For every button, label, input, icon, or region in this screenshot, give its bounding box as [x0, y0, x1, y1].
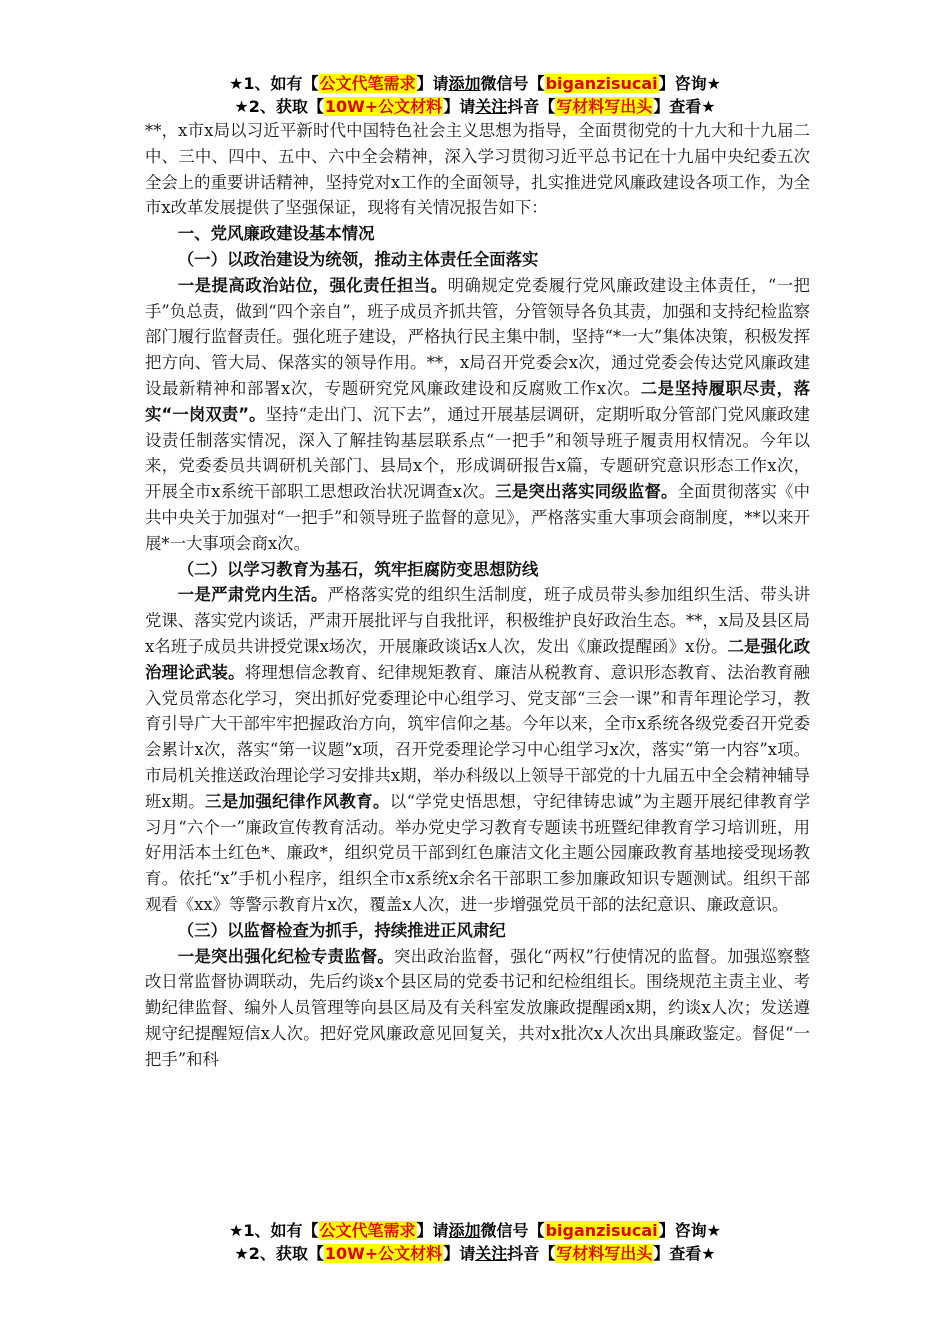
banner-highlight: 写材料写出头	[556, 97, 653, 116]
intro-paragraph: **，x市x局以习近平新时代中国特色社会主义思想为指导，全面贯彻党的十九大和十九届二中、三中、四中、五中、六中全会精神，深入学习贯彻习近平总书记在十九届中央纪委五次全会上的重要讲话精神，坚持党对x工作的全面领导，扎实推进党风廉政建设各项工作，为全市x改革发展提供了坚强保证，现将有关情况报告如下：	[145, 121, 810, 218]
banner-highlight: 10W+公文材料	[324, 97, 443, 116]
point-text: 突出政治监督，强化“两权”行使情况的监督。加强巡察整改日常监督协调联动，先后约谈x个县区局的党委书记和纪检组组长。围绕规范主责主业、考勤纪律监督、编外人员管理等向县区局及有关科室发放廉政提醒函x期，约谈x人次；发送遵规守纪提醒短信x人次。把好党风廉政意见回复关，共对x批次x人次出具廉政鉴定。督促“一把手”和科	[145, 946, 810, 1069]
banner-emphasis: 添加	[448, 1221, 481, 1240]
point-lead: 二是强化政治理论武装。	[145, 636, 810, 682]
banner-text: 】请	[416, 74, 449, 93]
point-lead: 三是加强纪律作风教育。	[205, 791, 390, 811]
point-lead: 一是提高政治站位，强化责任担当。	[177, 275, 448, 295]
banner-emphasis: 关注	[475, 97, 508, 116]
report-body	[145, 118, 810, 1072]
point-text: 严格落实党的组织生活制度，班子成员带头参加组织生活、带头讲党课、落实党内谈话，严肃开展批评与自我批评，积极维护良好政治生态。**，x局及县区局x名班子成员共讲授党课x场次，开展廉政谈话x人次，发出《廉政提醒函》x份。	[145, 585, 811, 656]
subsection-paragraph	[145, 582, 810, 917]
banner-text: ★1、如有【	[229, 74, 319, 93]
point-lead: 一是严肃党内生活。	[177, 585, 328, 605]
banner-text: 】请	[443, 97, 476, 116]
banner-top-line2	[0, 93, 950, 120]
point-text: 全面贯彻落实《中共中央关于加强对“一把手”和领导班子监督的意见》，严格落实重大事项会商制度，**以来开展*一大事项会商x次。	[145, 482, 810, 553]
banner-text: ★2、获取【	[234, 1244, 324, 1263]
subsection-title: （二）以学习教育为基石，筑牢拒腐防变思想防线	[177, 559, 539, 579]
banner-text: 抖音【	[507, 1244, 556, 1263]
banner-emphasis: 关注	[475, 1244, 508, 1263]
banner-highlight: biganzisucai	[545, 1221, 658, 1240]
banner-text: 】查看★	[653, 1244, 716, 1263]
banner-text: 微信号【	[480, 1221, 545, 1240]
subsection-paragraph	[145, 944, 810, 1073]
banner-text: 】查看★	[653, 97, 716, 116]
banner-text: 】请	[443, 1244, 476, 1263]
banner-text: 微信号【	[480, 74, 545, 93]
subsection-title: （三）以监督检查为抓手，持续推进正风肃纪	[177, 920, 506, 940]
banner-text: 】咨询★	[658, 74, 721, 93]
point-text: 将理想信念教育、纪律规矩教育、廉洁从税教育、意识形态教育、法治教育融入党员常态化学习，突出抓好党委理论中心组学习、党支部“三会一课”和青年理论学习，教育引导广大干部牢牢把握政治方向，筑牢信仰之基。今年以来，全市x系统各级党委召开党委会累计x次，落实“第一议题”x项，召开党委理论学习中心组学习x次，落实“第一内容”x项。市局机关推送政治理论学习安排共x期，举办科级以上领导干部党的十九届五中全会精神辅导班x期。	[145, 662, 811, 811]
section-heading: 一、党风廉政建设基本情况	[177, 224, 375, 244]
banner-text: 】咨询★	[658, 1221, 721, 1240]
subsection-title: （一）以政治建设为统领，推动主体责任全面落实	[177, 249, 539, 269]
banner-emphasis: 添加	[448, 74, 481, 93]
point-lead: 三是突出落实同级监督。	[495, 482, 678, 502]
point-text: 坚持“走出门、沉下去”，通过开展基层调研，定期听取分管部门党风廉政建设责任制落实情况，深入了解挂钩基层联系点“一把手”和领导班子履责用权情况。今年以来，党委委员共调研机关部门、县局x个，形成调研报告x篇，专题研究意识形态工作x次，开展全市x系统干部职工思想政治状况调查x次。	[145, 404, 810, 502]
banner-text: ★2、获取【	[234, 97, 324, 116]
banner-highlight: 公文代笔需求	[319, 1221, 416, 1240]
point-lead: 一是突出强化纪检专责监督。	[177, 946, 394, 966]
point-text: 明确规定党委履行党风廉政建设主体责任，“一把手”负总责，做到“四个亲自”，班子成员齐抓共管，分管领导各负其责，加强和支持纪检监察部门履行监督责任。强化班子建设，严格执行民主集中制，坚持“*一大”集体决策，积极发挥把方向、管大局、保落实的领导作用。**，x局召开党委会x次，通过党委会传达党风廉政建设最新精神和部署x次，专题研究党风廉政建设和反腐败工作x次。	[145, 275, 810, 398]
banner-text: 】请	[416, 1221, 449, 1240]
point-lead: 二是坚持履职尽责，落实“一岗双责”。	[145, 378, 810, 424]
banner-highlight: 10W+公文材料	[324, 1244, 443, 1263]
banner-highlight: 公文代笔需求	[319, 74, 416, 93]
subsection-paragraph	[145, 273, 810, 557]
banner-highlight: 写材料写出头	[556, 1244, 653, 1263]
banner-text: 抖音【	[507, 97, 556, 116]
banner-highlight: biganzisucai	[545, 74, 658, 93]
banner-bottom-line2	[0, 1240, 950, 1267]
banner-text: ★1、如有【	[229, 1221, 319, 1240]
point-text: 以“学党史悟思想，守纪律铸忠诚”为主题开展纪律教育学习月“六个一”廉政宣传教育活动。举办党史学习教育专题读书班暨纪律教育学习培训班，用好用活本土红色*、廉政*，组织党员干部到红色廉洁文化主题公园廉政教育基地接受现场教育。依托“x”手机小程序，组织全市x系统x余名干部职工参加廉政知识专题测试。组织干部观看《xx》等警示教育片x次，覆盖x人次，进一步增强党员干部的法纪意识、廉政意识。	[145, 791, 811, 914]
